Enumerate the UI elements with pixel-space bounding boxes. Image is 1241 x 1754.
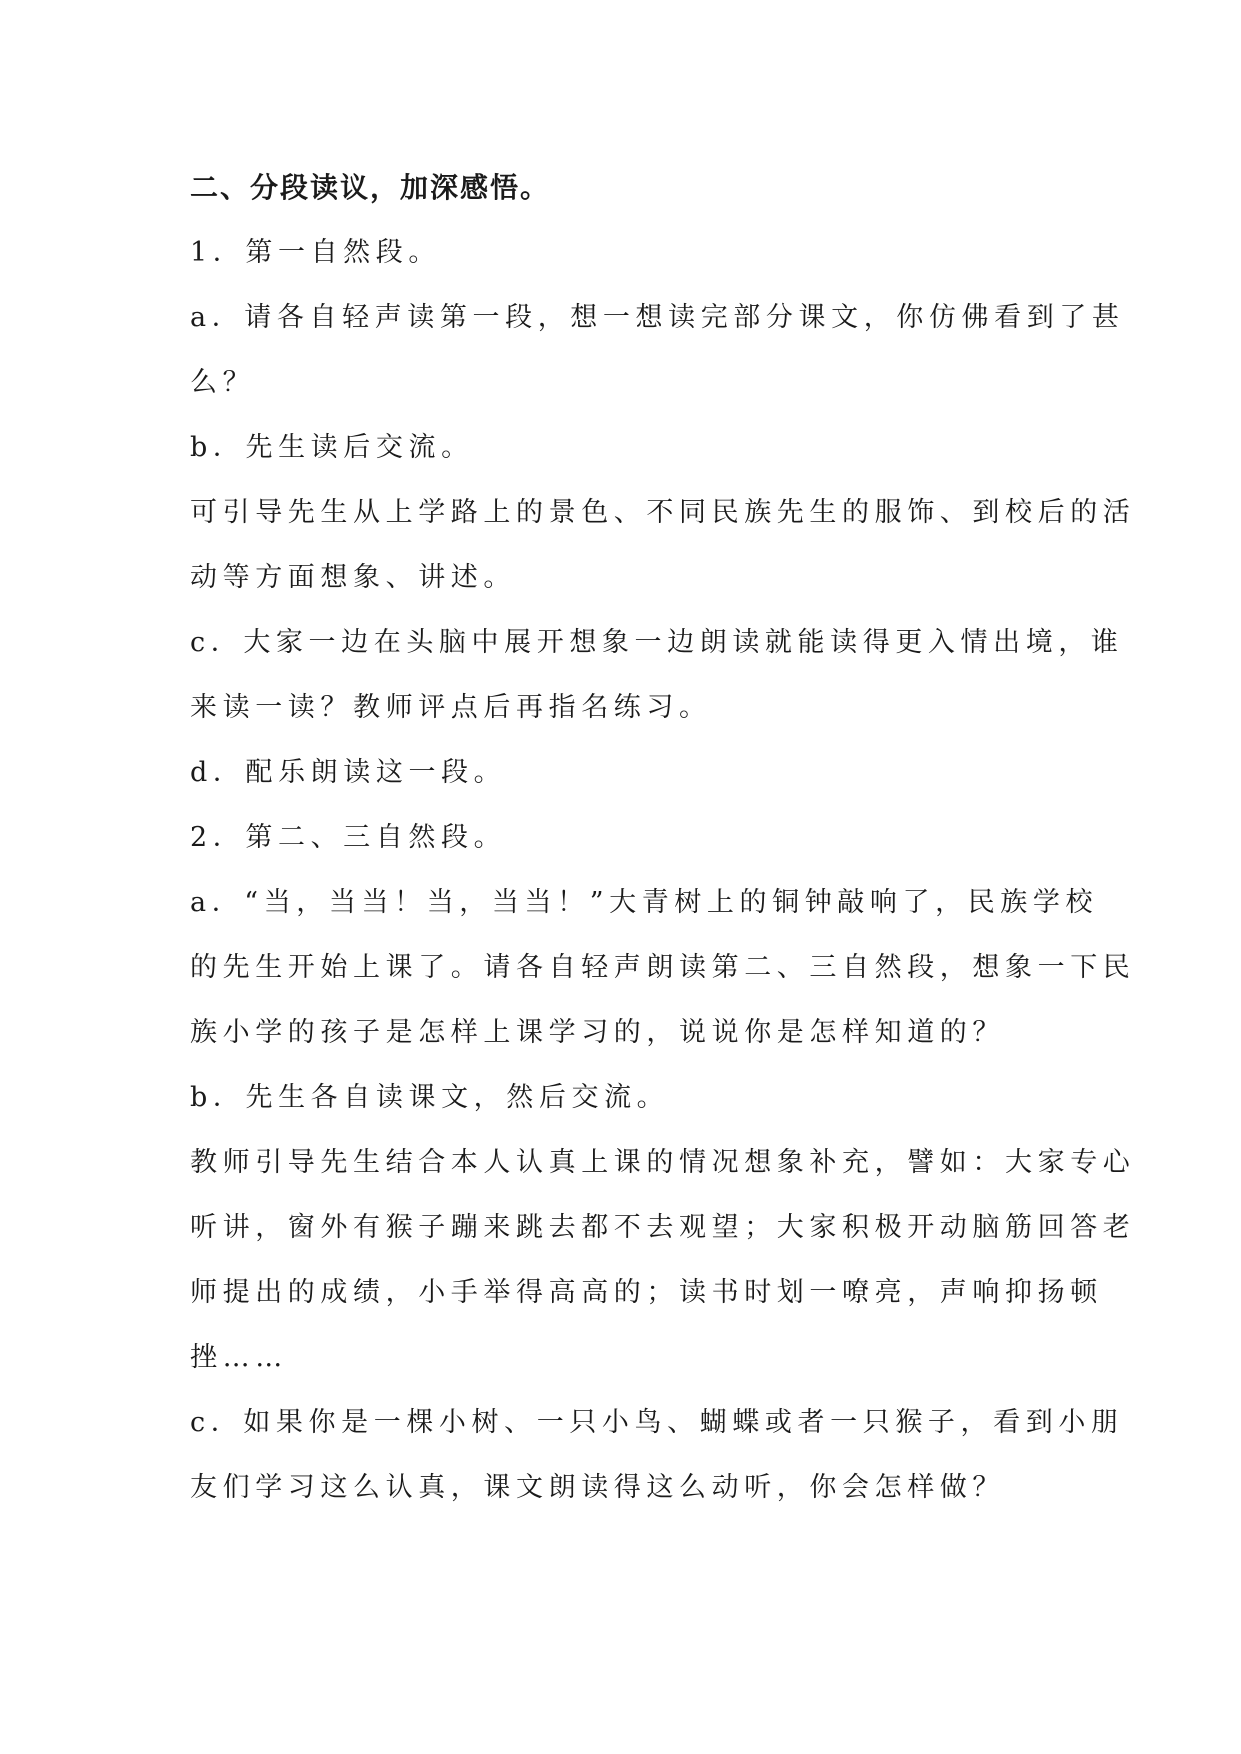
text-line: 挫…… <box>190 1342 288 1373</box>
text-line: c．大家一边在头脑中展开想象一边朗读就能读得更入情出境，谁 <box>190 627 1124 658</box>
text-line: 教师引导先生结合本人认真上课的情况想象补充，譬如：大家专心 <box>190 1147 1136 1178</box>
text-line: b．先生读后交流。 <box>190 432 474 463</box>
text-line: 的先生开始上课了。请各自轻声朗读第二、三自然段，想象一下民 <box>190 952 1136 983</box>
text-line: c．如果你是一棵小树、一只小鸟、蝴蝶或者一只猴子，看到小朋 <box>190 1407 1124 1438</box>
text-line: 师提出的成绩，小手举得高高的；读书时划一嘹亮，声响抑扬顿 <box>190 1277 1103 1308</box>
text-line: 动等方面想象、讲述。 <box>190 562 516 593</box>
text-line: 族小学的孩子是怎样上课学习的，说说你是怎样知道的？ <box>190 1017 1005 1048</box>
text-line: a．“当，当当！当，当当！”大青树上的铜钟敲响了，民族学校 <box>190 887 1099 918</box>
text-line: 2．第二、三自然段。 <box>190 822 507 853</box>
text-line: b．先生各自读课文，然后交流。 <box>190 1082 670 1113</box>
document-body <box>190 155 1136 1520</box>
section-heading: 二、分段读议，加深感悟。 <box>190 171 551 204</box>
text-line: 来读一读？教师评点后再指名练习。 <box>190 692 712 723</box>
text-line: 友们学习这么认真，课文朗读得这么动听，你会怎样做？ <box>190 1472 1005 1503</box>
text-line: 么？ <box>190 367 256 398</box>
text-line: 1．第一自然段。 <box>190 237 441 268</box>
text-line: d．配乐朗读这一段。 <box>190 757 507 788</box>
text-line: 听讲，窗外有猴子蹦来跳去都不去观望；大家积极开动脑筋回答老 <box>190 1212 1136 1243</box>
text-line: 可引导先生从上学路上的景色、不同民族先生的服饰、到校后的活 <box>190 497 1136 528</box>
text-line: a．请各自轻声读第一段，想一想读完部分课文，你仿佛看到了甚 <box>190 302 1125 333</box>
